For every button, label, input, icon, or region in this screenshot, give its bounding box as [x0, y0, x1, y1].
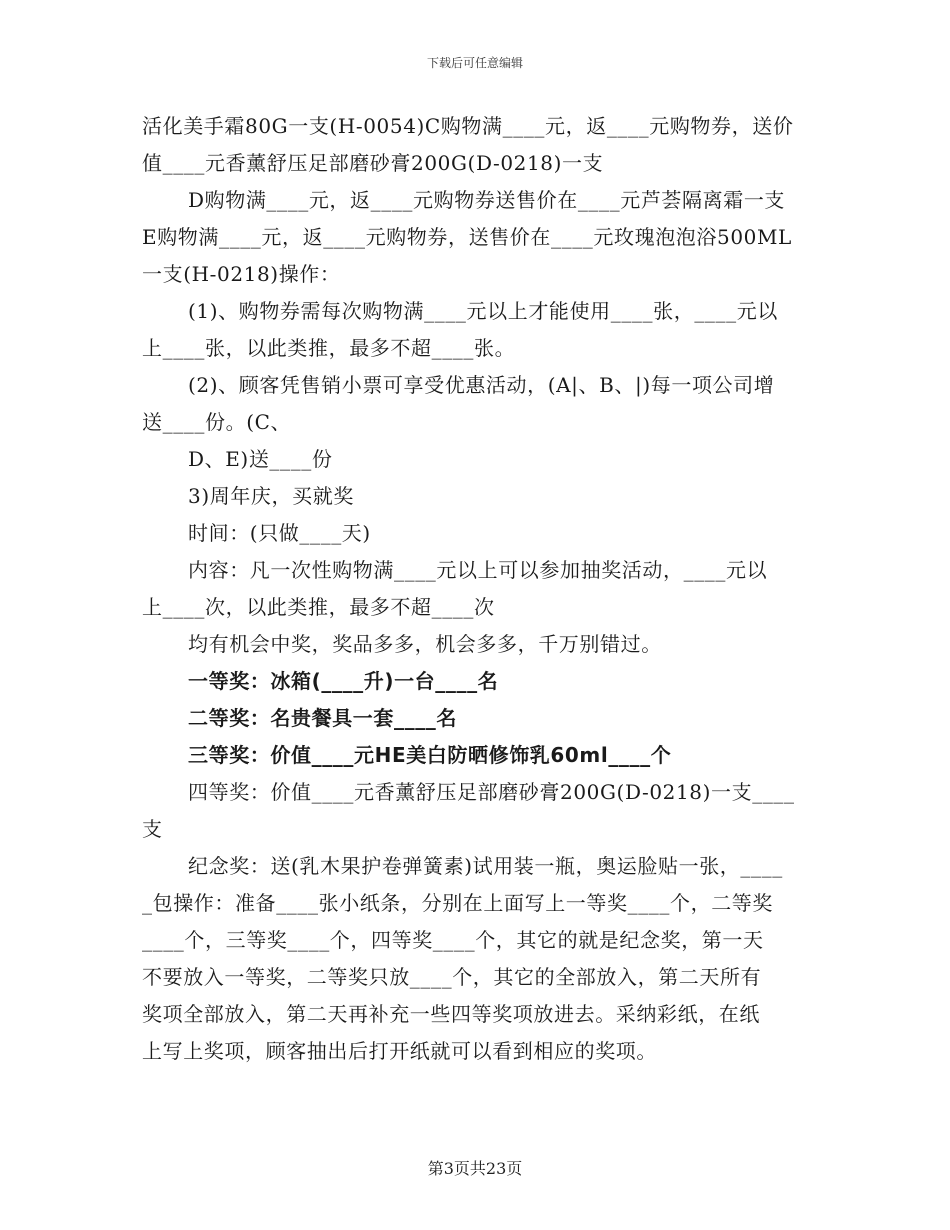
text-line: 值____元香薰舒压足部磨砂膏200G(D-0218)一支: [142, 151, 604, 175]
text-line: 内容：凡一次性购物满____元以上可以参加抽奖活动，____元以: [188, 558, 768, 582]
text-line: 上写上奖项，顾客抽出后打开纸就可以看到相应的奖项。: [142, 1039, 657, 1063]
text-line: 均有机会中奖，奖品多多，机会多多，千万别错过。: [188, 632, 662, 656]
page-header: 下载后可任意编辑: [426, 56, 523, 70]
text-line: 纪念奖：送(乳木果护卷弹簧素)试用装一瓶，奥运脸贴一张，____: [188, 854, 783, 878]
text-line: 不要放入一等奖，二等奖只放____个，其它的全部放入，第二天所有: [142, 965, 762, 989]
text-line: E购物满____元，返____元购物券，送售价在____元玫瑰泡泡浴500ML: [142, 225, 792, 249]
text-line: 一支(H-0218)操作：: [142, 262, 341, 286]
text-line: 活化美手霜80G一支(H-0054)C购物满____元，返____元购物券，送价: [142, 114, 794, 138]
text-line: _包操作：准备____张小纸条，分别在上面写上一等奖____个，二等奖: [142, 891, 773, 915]
text-line: (2)、顾客凭售销小票可享受优惠活动，(A|、B、|)每一项公司增: [188, 373, 775, 397]
text-line: 三等奖：价值____元HE美白防晒修饰乳60ml____个: [188, 743, 672, 767]
text-line: D购物满____元，返____元购物券送售价在____元芦荟隔离霜一支: [188, 188, 786, 212]
text-line: 上____张，以此类推，最多不超____张。: [142, 336, 516, 360]
text-line: ____个，三等奖____个，四等奖____个，其它的就是纪念奖，第一天: [142, 928, 764, 952]
text-line: 上____次，以此类推，最多不超____次: [142, 595, 495, 619]
text-line: 一等奖：冰箱(____升)一台____名: [188, 669, 499, 693]
text-line: D、E)送____份: [188, 447, 333, 471]
text-line: (1)、购物券需每次购物满____元以上才能使用____张，____元以: [188, 299, 778, 323]
text-line: 二等奖：名贵餐具一套____名: [188, 706, 457, 730]
page-footer: 第3页共23页: [427, 1159, 523, 1178]
text-line: 3)周年庆，买就奖: [188, 484, 354, 508]
text-line: 送____份。(C、: [142, 410, 292, 434]
document-body: [142, 108, 810, 1070]
text-line: 支: [142, 817, 163, 841]
text-line: 奖项全部放入，第二天再补充一些四等奖项放进去。采纳彩纸，在纸: [142, 1002, 760, 1026]
text-line: 四等奖：价值____元香薰舒压足部磨砂膏200G(D-0218)一支____: [188, 780, 795, 804]
text-line: 时间：(只做____天): [188, 521, 371, 545]
